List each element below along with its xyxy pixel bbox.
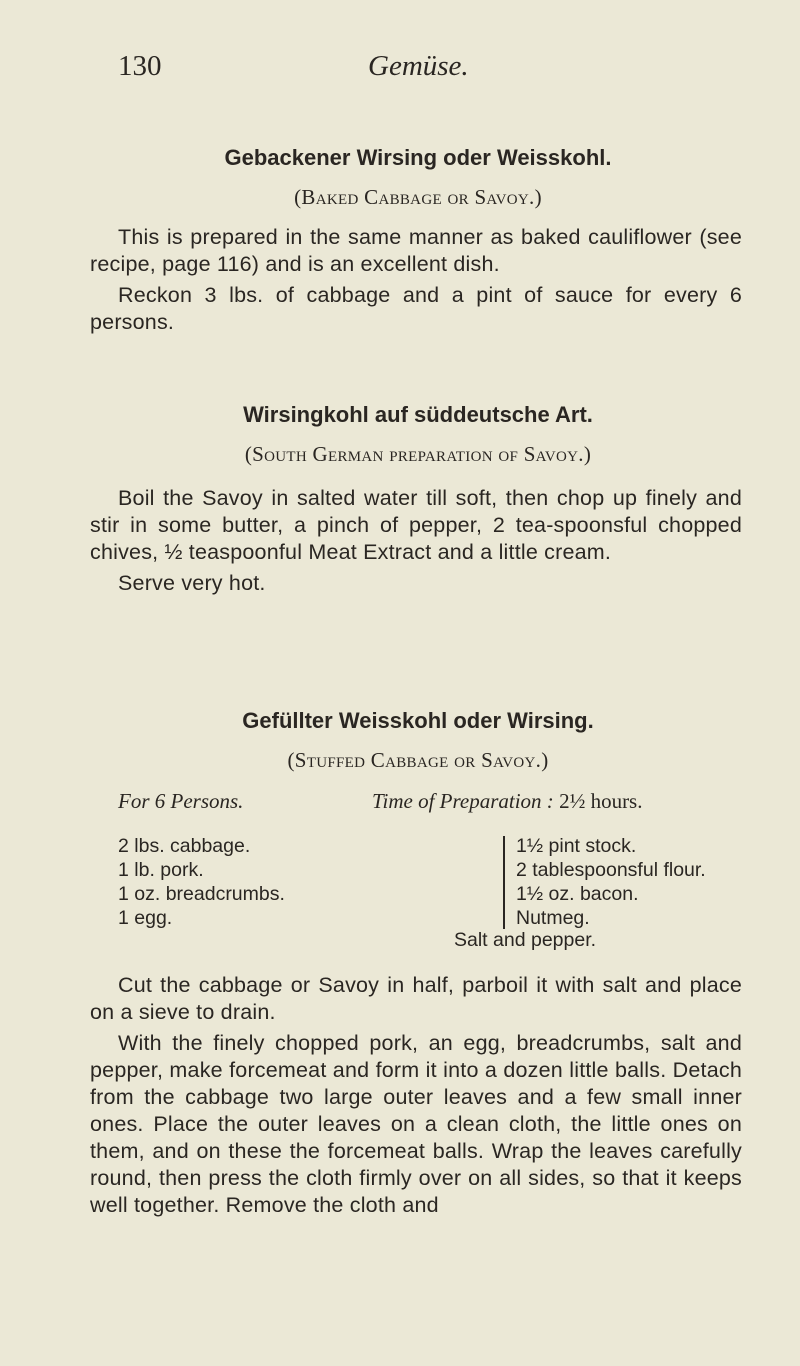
recipe-subtitle: (South German preparation of Savoy.) [244, 442, 592, 466]
recipe-subtitle: (Baked Cabbage or Savoy.) [294, 185, 542, 209]
ingredient-item: 1 egg. [118, 907, 173, 929]
recipe-south-german-savoy [0, 402, 800, 597]
recipe-title: Wirsingkohl auf süddeutsche Art. [243, 402, 593, 427]
recipe-body [0, 972, 800, 1219]
ingredients-list-left [118, 834, 285, 930]
ingredient-item: 2 tablespoonsful flour. [516, 859, 706, 881]
ingredient-item: 1½ oz. bacon. [516, 883, 639, 905]
page-header [0, 50, 800, 90]
recipe-paragraph: Cut the cabbage or Savoy in half, parboil it with salt and place on a sieve to drain. [90, 973, 742, 1024]
recipe-stuffed-cabbage [0, 708, 800, 1217]
page-number: 130 [118, 50, 162, 82]
recipe-paragraph: Boil the Savoy in salted water till soft, then chop up finely and stir in some butter, a pinch of pepper, 2 tea-spoonsful chopped chives, ½ teaspoonful Meat Extract and a little cream. [90, 486, 742, 564]
recipe-baked-cabbage [0, 145, 800, 336]
time-label: Time of Preparation : [372, 789, 554, 813]
time-value: 2½ hours. [559, 789, 643, 813]
preparation-time [372, 789, 642, 814]
ingredient-item: Nutmeg. [516, 907, 590, 929]
recipe-title: Gefüllter Weisskohl oder Wirsing. [242, 708, 594, 733]
serves-label: For 6 Persons. [118, 789, 244, 813]
ingredients-list-right [516, 834, 706, 930]
recipe-paragraph: Reckon 3 lbs. of cabbage and a pint of sauce for every 6 persons. [90, 283, 742, 334]
running-title: Gemüse. [368, 50, 469, 82]
recipe-paragraph: With the finely chopped pork, an egg, breadcrumbs, salt and pepper, make forcemeat and form it into a dozen little balls. Detach from the cabbage two large outer leaves and a few small inner ones. Place the outer leaves on a clean cloth, the little ones on them, and on these the forcemeat balls. Wrap the leaves carefully round, then press the cloth firmly over on all sides, so that it keeps well together. Remove the cloth and [90, 1031, 742, 1217]
recipe-paragraph: Serve very hot. [118, 571, 266, 595]
ingredient-item: 1 lb. pork. [118, 859, 204, 881]
recipe-subtitle: (Stuffed Cabbage or Savoy.) [287, 748, 549, 772]
ingredient-item: 1½ pint stock. [516, 835, 637, 857]
ingredients-footer: Salt and pepper. [454, 929, 597, 951]
recipe-title: Gebackener Wirsing oder Weisskohl. [224, 145, 612, 170]
ingredients-header [0, 789, 800, 819]
ingredient-item: 1 oz. breadcrumbs. [118, 883, 285, 905]
recipe-body [0, 224, 800, 336]
ingredient-item: 2 lbs. cabbage. [118, 835, 251, 857]
ingredients-divider [503, 836, 505, 929]
recipe-paragraph: This is prepared in the same manner as baked cauliflower (see recipe, page 116) and is an excellent dish. [90, 225, 742, 276]
recipe-body [0, 485, 800, 597]
